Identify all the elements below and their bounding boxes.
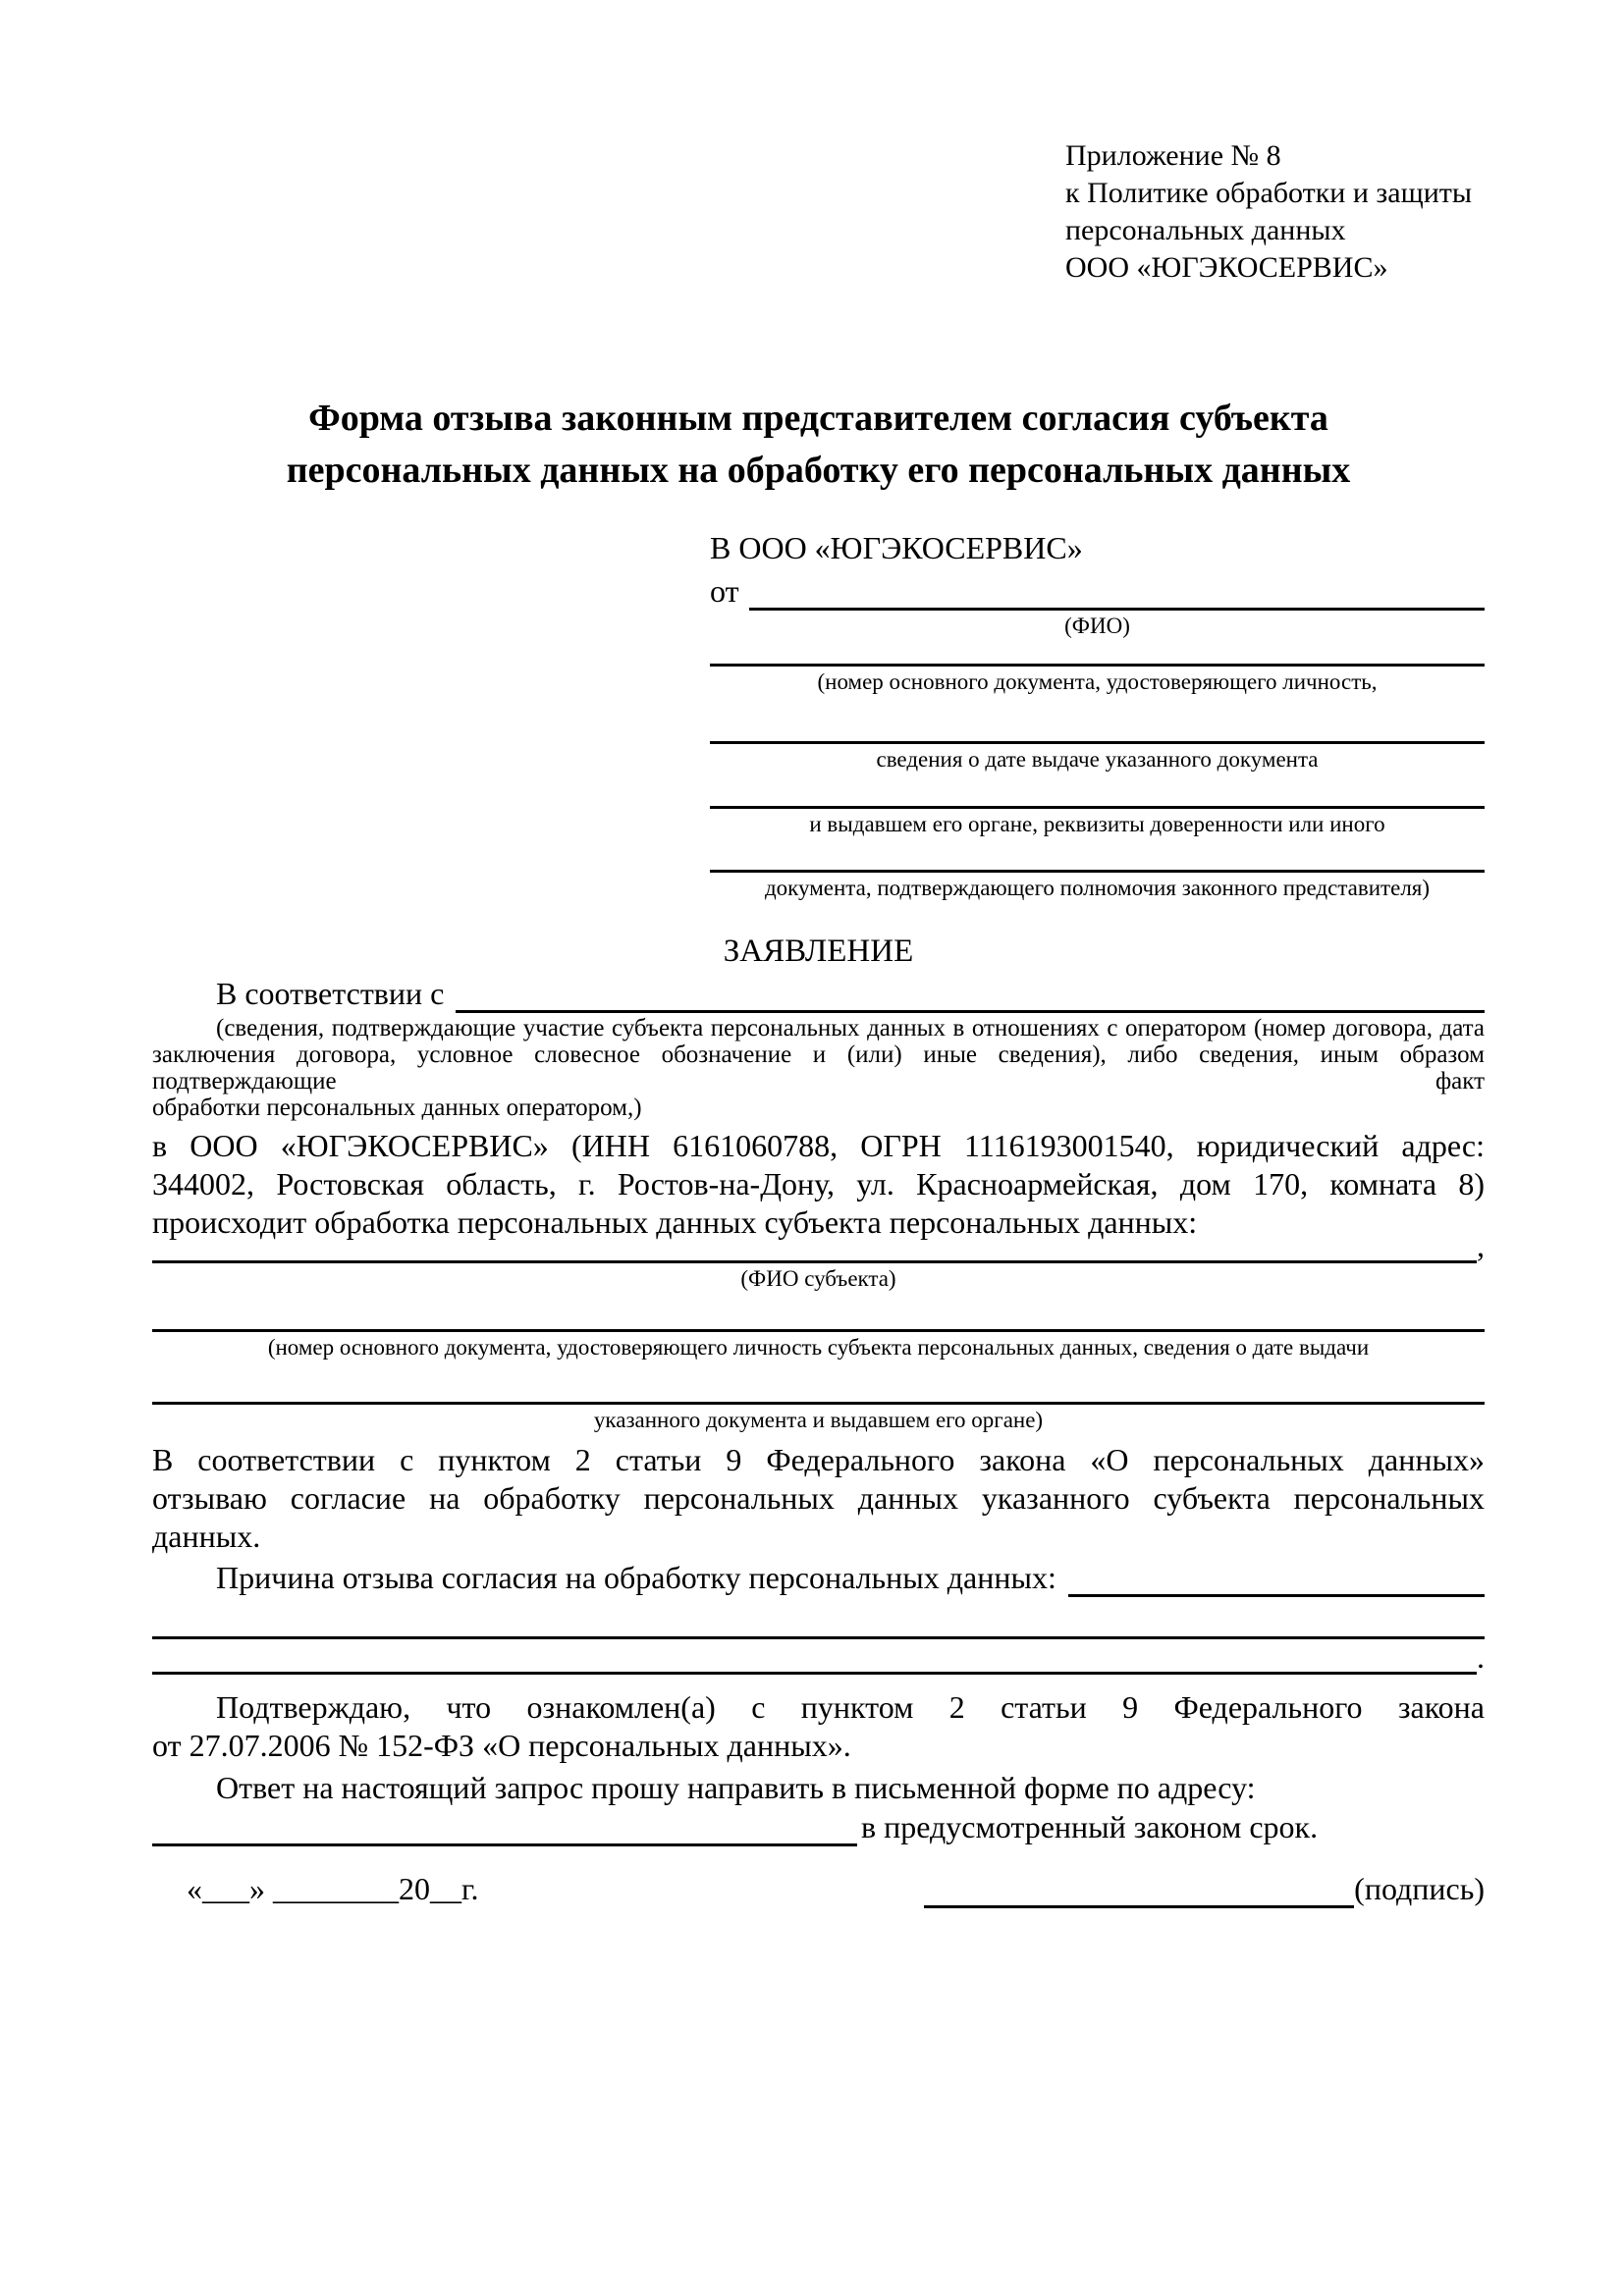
intro-prefix: В соответствии с xyxy=(216,976,445,1011)
from-blank-line xyxy=(749,608,1485,611)
doc-caption-3: и выдавшем его органе, реквизиты доверенности или иного xyxy=(809,812,1385,836)
from-line xyxy=(710,573,1485,611)
text-line: персональных данных xyxy=(1065,214,1346,246)
blank-write-line-2-rule xyxy=(152,1672,1477,1675)
fine-print-note xyxy=(152,1015,1485,1121)
reply-address-blank-line xyxy=(152,1843,857,1846)
document-title xyxy=(152,393,1485,497)
footer xyxy=(152,1870,1485,1908)
operator-paragraph xyxy=(152,1127,1485,1242)
from-label: от xyxy=(710,573,739,609)
doc-caption-1: (номер основного документа, удостоверяющего личность, xyxy=(817,669,1378,694)
text-line: Приложение № 8 xyxy=(1065,139,1281,172)
text-line: персональных данных на обработку его персональных данных xyxy=(286,450,1351,491)
subject-doc-line-2 xyxy=(152,1368,1485,1405)
text-line: 344002, Ростовская область, г. Ростов-на-Дону, ул. Красноармейская, дом 170, комната 8) xyxy=(152,1166,1485,1201)
intro-blank-line xyxy=(456,1010,1485,1013)
signature-caption: (подпись) xyxy=(1354,1871,1485,1906)
text-line: к Политике обработки и защиты xyxy=(1065,177,1473,209)
text-line: ООО «ЮГЭКОСЕРВИС» xyxy=(1065,251,1388,284)
blank-line-doc-3 xyxy=(710,773,1485,809)
trailing-comma: , xyxy=(1477,1228,1485,1263)
subject-doc-caption-1: (номер основного документа, удостоверяющего личность субъекта персональных данных, сведения о дате выдачи xyxy=(267,1335,1370,1360)
subject-fio-blank-line xyxy=(152,1260,1477,1263)
withdrawal-paragraph xyxy=(152,1441,1485,1556)
signature-line xyxy=(924,1870,1485,1908)
doc-caption-2: сведения о дате выдаче указанного документа xyxy=(876,747,1319,772)
subject-doc-line-1 xyxy=(152,1298,1485,1332)
text-line: от 27.07.2006 № 152-ФЗ «О персональных данных». xyxy=(152,1728,851,1763)
intro-line xyxy=(152,974,1485,1013)
text-line: заключения договора, условное словесное обозначение и (или) иные сведения), либо сведения, иным образом подтверждающие факт xyxy=(152,1041,1485,1095)
addressee-block xyxy=(710,530,1485,901)
text-line: в ООО «ЮГЭКОСЕРВИС» (ИНН 6161060788, ОГРН 1116193001540, юридический адрес: xyxy=(152,1128,1485,1163)
subject-doc-caption-2: указанного документа и выдавшем его органе) xyxy=(593,1408,1044,1432)
text-line: обработки персональных данных оператором,) xyxy=(152,1095,642,1121)
reason-blank-line xyxy=(1068,1594,1485,1597)
reply-suffix: в предусмотренный законом срок. xyxy=(861,1809,1319,1844)
blank-line-doc-4 xyxy=(710,837,1485,873)
text-line: В соответствии с пунктом 2 статьи 9 Федерального закона «О персональных данных» xyxy=(152,1442,1485,1477)
trailing-period: . xyxy=(1477,1639,1485,1675)
statement-heading: ЗАЯВЛЕНИЕ xyxy=(723,934,914,969)
appendix-block xyxy=(1065,137,1488,287)
reply-address-line xyxy=(152,1807,1485,1846)
fio-caption: (ФИО) xyxy=(1064,614,1130,638)
blank-write-line-1 xyxy=(152,1597,1485,1639)
confirm-paragraph xyxy=(152,1688,1485,1765)
date-line: «___» ________20__г. xyxy=(187,1871,479,1906)
text-line: данных. xyxy=(152,1519,261,1554)
subject-fio-caption: (ФИО субъекта) xyxy=(740,1266,896,1291)
text-line: Подтверждаю, что ознакомлен(а) с пунктом 2 статьи 9 Федерального закона xyxy=(216,1689,1485,1725)
reply-prefix: Ответ на настоящий запрос прошу направить в письменной форме по адресу: xyxy=(216,1770,1256,1805)
addressee-company: В ООО «ЮГЭКОСЕРВИС» xyxy=(710,530,1083,565)
doc-caption-4: документа, подтверждающего полномочия законного представителя) xyxy=(764,876,1431,900)
text-line: происходит обработка персональных данных субъекта персональных данных: xyxy=(152,1204,1198,1240)
blank-line-doc-1 xyxy=(710,639,1485,667)
reply-paragraph xyxy=(152,1769,1485,1807)
text-line: Форма отзыва законным представителем согласия субъекта xyxy=(308,398,1328,439)
blank-line-doc-2 xyxy=(710,695,1485,744)
text-line: (сведения, подтверждающие участие субъекта персональных данных в отношениях с оператором (номер договора, дата xyxy=(216,1015,1485,1041)
reason-prefix: Причина отзыва согласия на обработку персональных данных: xyxy=(216,1560,1056,1595)
text-line: отзываю согласие на обработку персональных данных указанного субъекта персональных xyxy=(152,1480,1485,1516)
reason-line xyxy=(152,1558,1485,1597)
blank-write-line-2 xyxy=(152,1639,1485,1675)
statement-section xyxy=(152,931,1485,1846)
subject-fio-line xyxy=(152,1228,1485,1263)
signature-blank-line xyxy=(924,1870,1354,1908)
